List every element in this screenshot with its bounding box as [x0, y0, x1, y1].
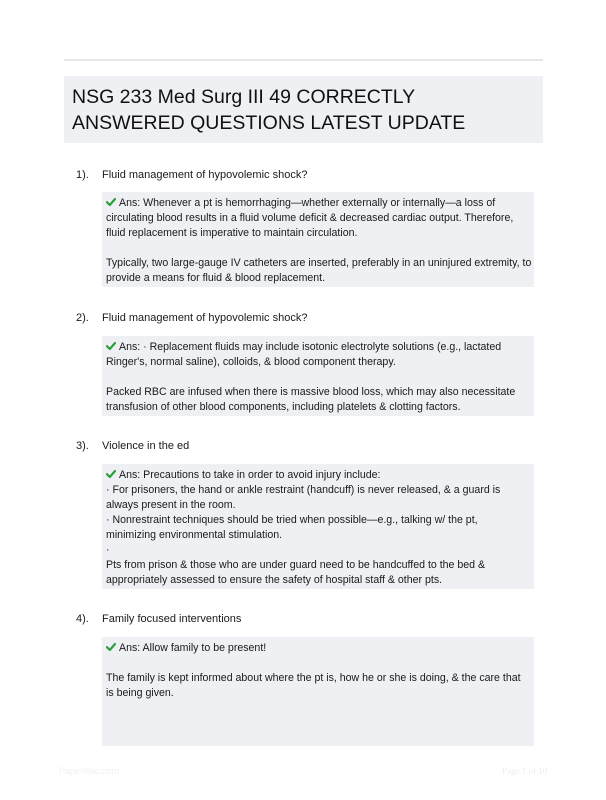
answer-line: provide a means for fluid & blood replacement. [106, 272, 326, 284]
title-banner [64, 76, 543, 143]
answer-line [106, 340, 530, 355]
answer-line [106, 641, 530, 656]
question-number: 4). [76, 613, 89, 625]
answer-line [106, 468, 530, 483]
title-line-1: NSG 233 Med Surg III 49 CORRECTLY [72, 86, 416, 108]
question-number: 3). [76, 440, 89, 452]
answer-box-1 [102, 192, 534, 287]
answer-line: is being given. [106, 687, 174, 699]
answer-line [106, 196, 530, 211]
question-text: Fluid management of hypovolemic shock? [102, 169, 308, 181]
page-number: Page 1 of 10 [502, 766, 548, 776]
paragraph-gap [106, 656, 530, 671]
answer-box-4 [102, 637, 534, 746]
question-number: 1). [76, 169, 89, 181]
answer-line: Pts from prison & those who are under guard need to be handcuffed to the bed & [106, 559, 486, 571]
answer-text: Ans: Whenever a pt is hemorrhaging—whether externally or internally—a loss of [119, 197, 496, 209]
answer-line: fluid replacement is imperative to maintain circulation. [106, 227, 358, 239]
check-icon [106, 469, 116, 479]
paragraph-gap [106, 241, 530, 256]
question-text: Fluid management of hypovolemic shock? [102, 312, 308, 324]
answer-line: · For prisoners, the hand or ankle restraint (handcuff) is never released, & a guard is [106, 484, 501, 496]
footer-watermark: Paper9bic.com [59, 766, 120, 776]
question-text: Family focused interventions [102, 613, 242, 625]
answer-line: transfusion of other blood components, including platelets & clotting factors. [106, 401, 461, 413]
answer-line: The family is kept informed about where the pt is, how he or she is doing, & the care that [106, 672, 521, 684]
paragraph-gap [106, 370, 530, 385]
header-divider [64, 59, 543, 61]
answer-line: Packed RBC are infused when there is massive blood loss, which may also necessitate [106, 386, 516, 398]
answer-line: minimizing environmental stimulation. [106, 529, 283, 541]
answer-line: Ringer's, normal saline), colloids, & blood component therapy. [106, 356, 396, 368]
check-icon [106, 642, 116, 652]
title-line-2: ANSWERED QUESTIONS LATEST UPDATE [72, 112, 466, 134]
answer-line: appropriately assessed to ensure the safety of hospital staff & other pts. [106, 574, 443, 586]
answer-line: · [106, 544, 110, 556]
answer-line: Typically, two large-gauge IV catheters are inserted, preferably in an uninjured extremity, to [106, 257, 532, 269]
answer-line: circulating blood results in a fluid volume deficit & decreased cardiac output. Therefore, [106, 212, 514, 224]
answer-text: Ans: Precautions to take in order to avoid injury include: [119, 469, 381, 481]
check-icon [106, 197, 116, 207]
answer-line: · Nonrestraint techniques should be tried when possible—e.g., talking w/ the pt, [106, 514, 478, 526]
answer-box-3 [102, 464, 534, 589]
answer-line: always present in the room. [106, 499, 236, 511]
answer-box-2 [102, 336, 534, 416]
question-number: 2). [76, 312, 89, 324]
check-icon [106, 341, 116, 351]
answer-text: Ans: Allow family to be present! [119, 642, 267, 654]
answer-text: Ans: · Replacement fluids may include isotonic electrolyte solutions (e.g., lactated [119, 341, 502, 353]
question-text: Violence in the ed [102, 440, 190, 452]
